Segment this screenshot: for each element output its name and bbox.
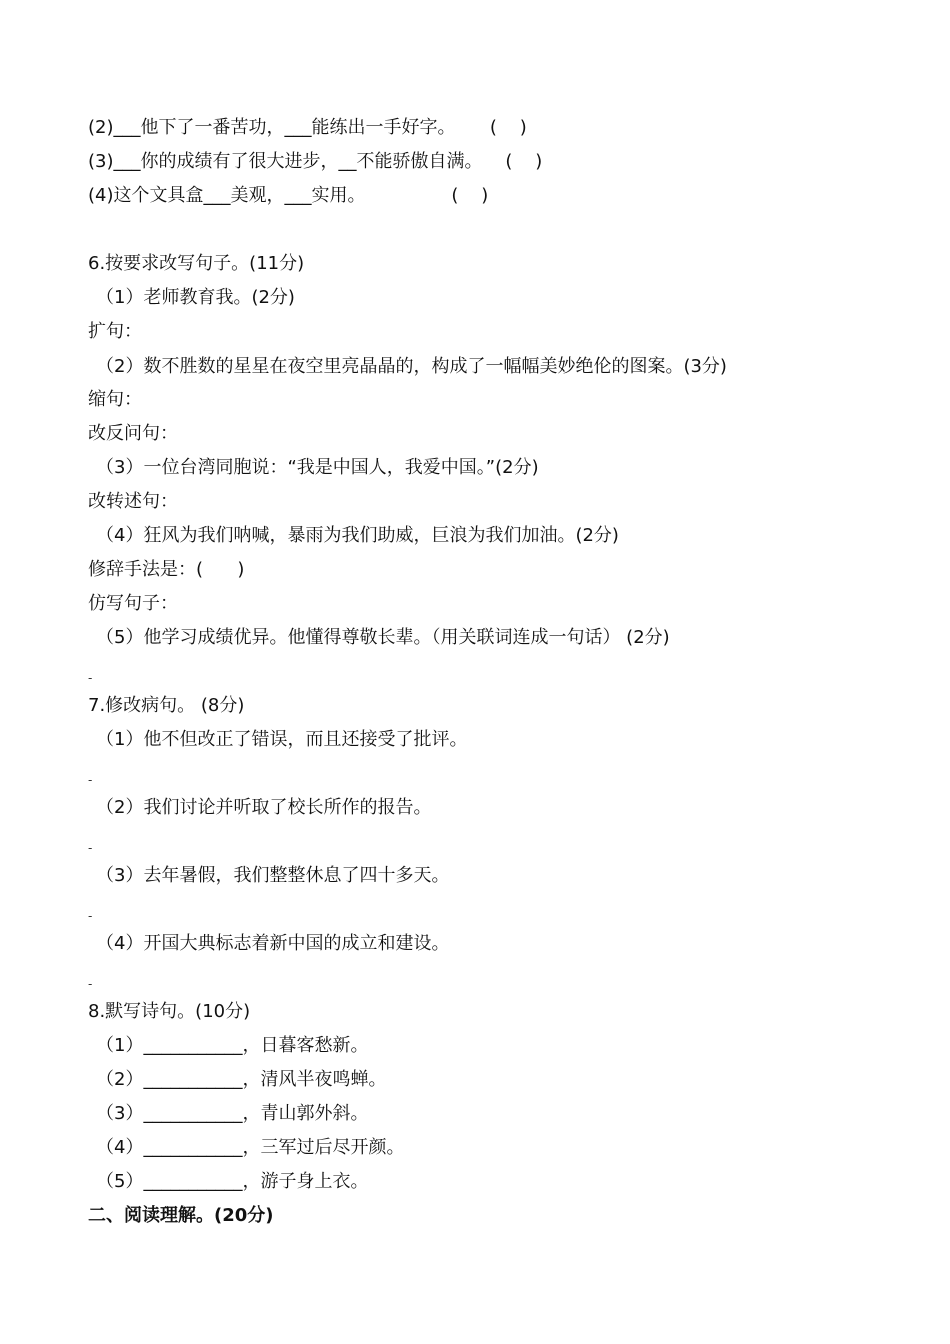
answer-dash: - <box>88 841 93 855</box>
q6-label-imitate: 仿写句子： <box>88 593 178 614</box>
q5-item-4: (4)这个文具盒___美观，___实用。 ( ) <box>88 185 489 206</box>
q8-title: 8.默写诗句。(10分) <box>88 1001 251 1022</box>
q6-label-shorten: 缩句： <box>88 389 142 410</box>
q6-sentence-5: （5）他学习成绩优异。他懂得尊敬长辈。（用关联词连成一句话） (2分) <box>96 627 670 648</box>
q7-item-2: （2）我们讨论并听取了校长所作的报告。 <box>96 797 432 818</box>
q7-title: 7.修改病句。 (8分) <box>88 695 245 716</box>
q6-label-rhetoric-device: 修辞手法是：( ) <box>88 559 245 580</box>
q7-item-4: （4）开国大典标志着新中国的成立和建设。 <box>96 933 450 954</box>
q8-item-5: （5）___________，游子身上衣。 <box>96 1171 369 1192</box>
q6-sentence-2: （2）数不胜数的星星在夜空里亮晶晶的，构成了一幅幅美妙绝伦的图案。(3分) <box>96 356 727 377</box>
answer-dash: - <box>88 773 93 787</box>
q8-item-3: （3）___________，青山郭外斜。 <box>96 1103 369 1124</box>
answer-dash: - <box>88 671 93 685</box>
q8-item-2: （2）___________，清风半夜鸣蝉。 <box>96 1069 387 1090</box>
q6-sentence-3: （3）一位台湾同胞说：“我是中国人，我爱中国。”(2分) <box>96 457 539 478</box>
answer-dash: - <box>88 977 93 991</box>
answer-dash: - <box>88 909 93 923</box>
q8-item-1: （1）___________，日暮客愁新。 <box>96 1035 369 1056</box>
q7-item-1: （1）他不但改正了错误，而且还接受了批评。 <box>96 729 468 750</box>
q8-item-4: （4）___________，三军过后尽开颜。 <box>96 1137 405 1158</box>
q6-label-expand: 扩句： <box>88 321 142 342</box>
q6-sentence-4: （4）狂风为我们呐喊，暴雨为我们助威，巨浪为我们加油。(2分) <box>96 525 619 546</box>
q5-item-3: (3)___你的成绩有了很大进步，__不能骄傲自满。 ( ) <box>88 151 543 172</box>
q6-title: 6.按要求改写句子。(11分) <box>88 253 305 274</box>
q7-item-3: （3）去年暑假，我们整整休息了四十多天。 <box>96 865 450 886</box>
section-2-title: 二、阅读理解。(20分) <box>88 1205 274 1226</box>
q6-label-rhetorical: 改反问句： <box>88 423 178 444</box>
q6-label-indirect: 改转述句： <box>88 491 178 512</box>
q6-sentence-1: （1）老师教育我。(2分) <box>96 287 295 308</box>
q5-item-2: (2)___他下了一番苦功，___能练出一手好字。 ( ) <box>88 117 527 138</box>
